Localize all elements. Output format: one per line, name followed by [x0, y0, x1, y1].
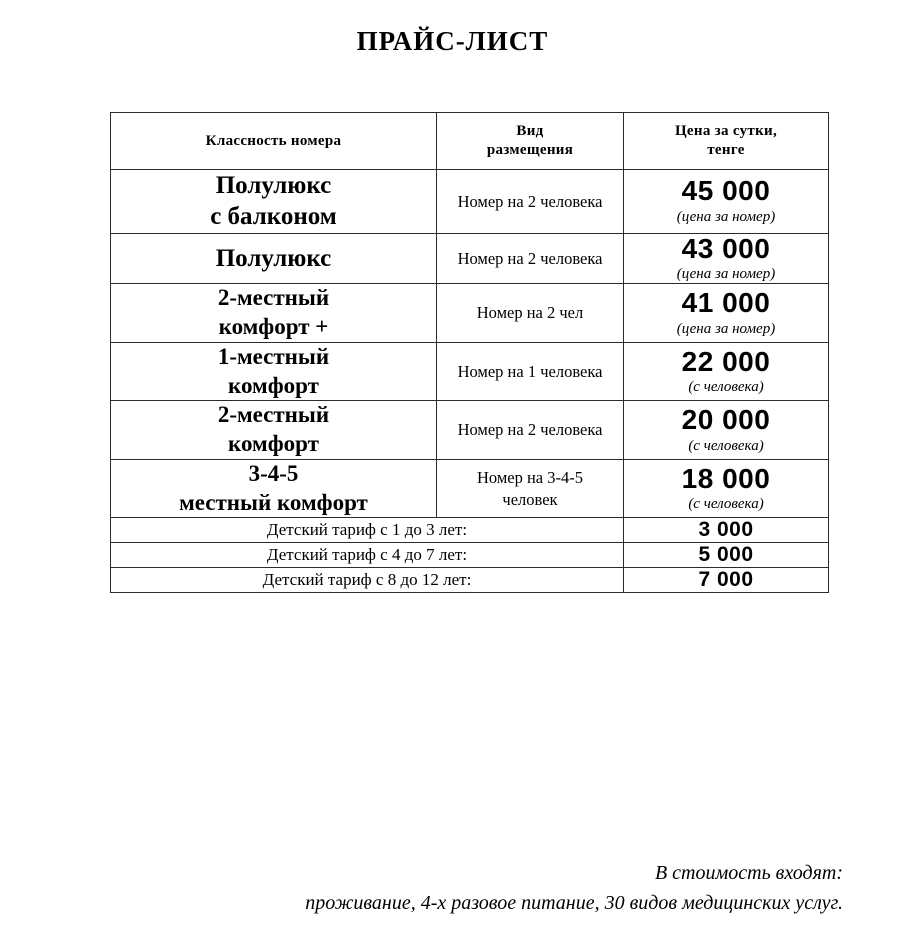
child-tariff-label: Детский тариф с 4 до 7 лет: [111, 543, 624, 568]
price-note: (цена за номер) [676, 209, 776, 226]
child-tariff-label: Детский тариф с 1 до 3 лет: [111, 518, 624, 543]
room-class-cell [111, 342, 437, 401]
room-class-cell [111, 233, 437, 284]
header-accommodation-line2: размещения [486, 142, 574, 158]
price-value: 20 000 [681, 404, 771, 436]
price-table [110, 112, 829, 593]
child-tariff-label: Детский тариф с 8 до 12 лет: [111, 568, 624, 593]
header-accommodation [437, 113, 624, 170]
occupancy-cell: Номер на 2 человека [437, 401, 624, 460]
header-price-line2: тенге [707, 142, 745, 158]
child-tariff-row [111, 568, 829, 593]
room-class-line1: 1-местный [217, 343, 330, 369]
price-cell [624, 233, 829, 284]
room-class-line1: 2-местный [217, 402, 330, 428]
table-row [111, 170, 829, 234]
occupancy-line2: человек [502, 489, 558, 509]
occupancy-line1: Номер на 3-4-5 [476, 468, 583, 488]
header-price [624, 113, 829, 170]
price-value: 45 000 [681, 175, 771, 207]
room-class-line1: 3-4-5 [248, 460, 299, 486]
price-note: (с человека) [688, 379, 764, 396]
price-note: (с человека) [688, 496, 764, 513]
price-note: (с человека) [688, 437, 764, 454]
occupancy-cell: Номер на 2 чел [437, 284, 624, 343]
occupancy-cell: Номер на 1 человека [437, 342, 624, 401]
price-note: (цена за номер) [676, 320, 776, 337]
child-tariff-price: 5 000 [624, 543, 829, 568]
price-value: 18 000 [681, 462, 771, 494]
price-cell [624, 342, 829, 401]
price-value: 43 000 [681, 232, 771, 264]
occupancy-cell: Номер на 2 человека [437, 170, 624, 234]
room-class-line2: комфорт + [218, 314, 329, 340]
room-class-cell [111, 459, 437, 518]
price-list-page [0, 26, 905, 952]
child-tariff-row [111, 518, 829, 543]
room-class-line2: комфорт [228, 431, 319, 457]
room-class-line2: местный комфорт [179, 489, 368, 515]
occupancy-cell: Номер на 2 человека [437, 233, 624, 284]
footer-note [63, 858, 843, 918]
room-class-line2: комфорт [228, 372, 319, 398]
price-note: (цена за номер) [676, 266, 776, 283]
child-tariff-row [111, 543, 829, 568]
header-price-line1: Цена за сутки, [674, 123, 778, 140]
footer-line-2: проживание, 4-х разовое питание, 30 видов медицинских услуг. [305, 892, 843, 914]
table-header-row [111, 113, 829, 170]
header-class: Классность номера [111, 113, 437, 170]
table-row [111, 401, 829, 460]
price-value: 22 000 [681, 345, 771, 377]
room-class-cell [111, 170, 437, 234]
room-class-line1: Полулюкс [215, 172, 332, 199]
child-tariff-price: 3 000 [624, 518, 829, 543]
price-cell [624, 459, 829, 518]
room-class-line2: с балконом [210, 203, 337, 231]
room-class-line1: Полулюкс [215, 244, 332, 272]
price-cell [624, 284, 829, 343]
page-title: ПРАЙС-ЛИСТ [356, 26, 549, 56]
table-row [111, 459, 829, 518]
room-class-cell [111, 401, 437, 460]
table-row [111, 233, 829, 284]
occupancy-cell [437, 459, 624, 518]
room-class-line1: 2-местный [217, 285, 330, 311]
footer-line-1: В стоимость входят: [654, 862, 843, 884]
table-row [111, 342, 829, 401]
table-row [111, 284, 829, 343]
price-table-wrapper [110, 112, 828, 593]
price-value: 41 000 [681, 287, 771, 319]
price-cell [624, 170, 829, 234]
room-class-cell [111, 284, 437, 343]
price-cell [624, 401, 829, 460]
child-tariff-price: 7 000 [624, 568, 829, 593]
header-accommodation-line1: Вид [516, 123, 544, 140]
